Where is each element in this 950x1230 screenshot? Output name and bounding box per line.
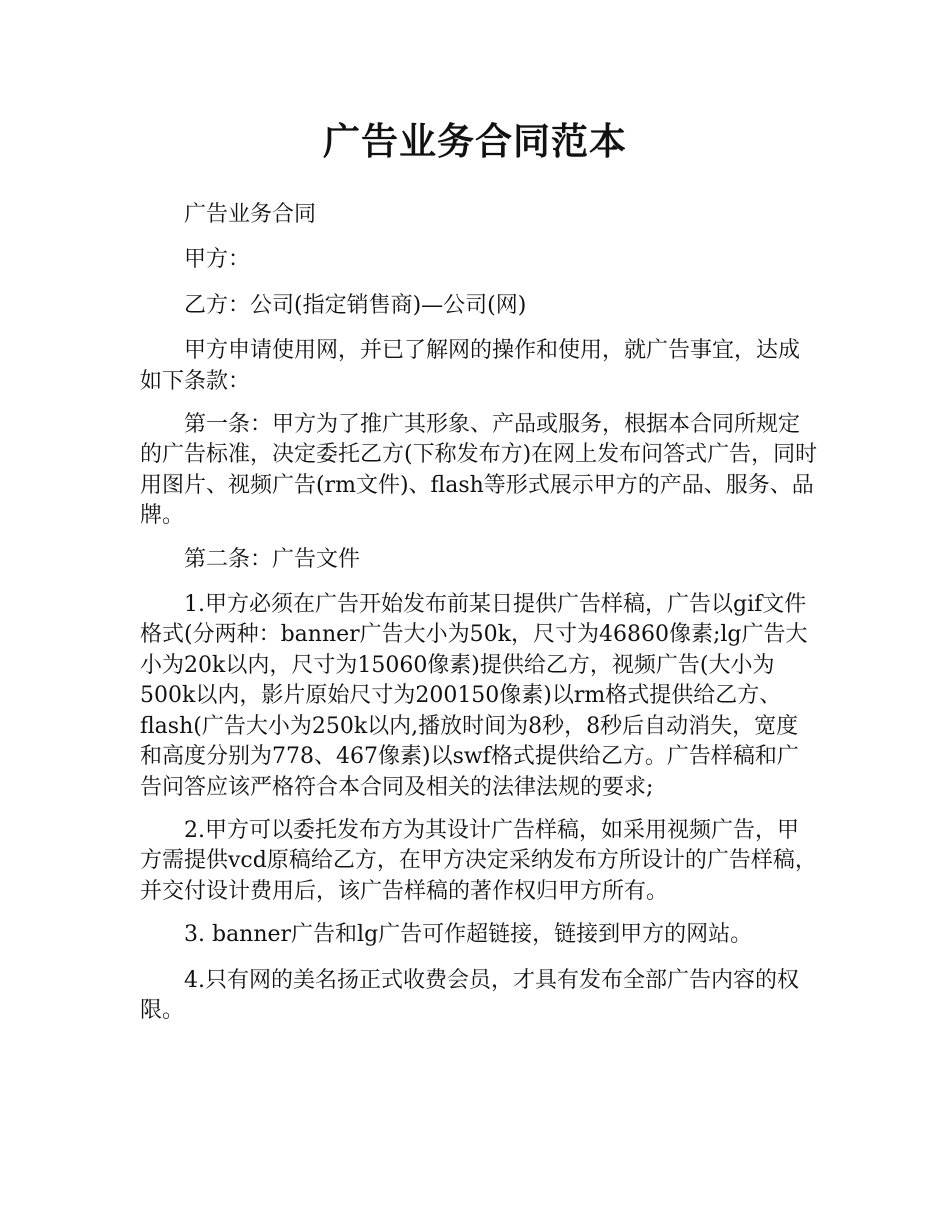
paragraph-item-4: 4.只有网的美名扬正式收费会员，才具有发布全部广告内容的权限。 (140, 967, 799, 1023)
paragraph-item-1: 1.甲方必须在广告开始发布前某日提供广告样稿，广告以gif文件格式(分两种：banner广告大小为50k，尺寸为46860像素;lg广告大小为20k以内，尺寸为15060像素)提供给乙方，视频广告(大小为500k以内，影片原始尺寸为200150像素)以rm格式提供给乙方、flash(广告大小为250k以内,播放时间为8秒，8秒后自动消失，宽度和高度分别为778、467像素)以swf格式提供给乙方。广告样稿和广告问答应该严格符合本合同及相关的法律法规的要求; (140, 592, 808, 800)
paragraph-item-2: 2.甲方可以委托发布方为其设计广告样稿，如采用视频广告，甲方需提供vcd原稿给乙方，在甲方决定采纳发布方所设计的广告样稿，并交付设计费用后，该广告样稿的著作权归甲方所有。 (140, 817, 817, 904)
document-title: 广告业务合同范本 (323, 120, 627, 163)
document-body (140, 200, 820, 1039)
paragraph-party-b: 乙方：公司(指定销售商)—公司(网) (184, 292, 527, 318)
paragraph-article-one: 第一条：甲方为了推广其形象、产品或服务，根据本合同所规定的广告标准，决定委托乙方(下称发布方)在网上发布问答式广告，同时用图片、视频广告(rm文件)、flash等形式展示甲方的产品、服务、品牌。 (140, 412, 818, 529)
paragraph-party-a: 甲方： (184, 247, 251, 273)
paragraph-article-two-heading: 第二条：广告文件 (184, 546, 361, 572)
paragraph-preamble: 甲方申请使用网，并已了解网的操作和使用，就广告事宜，达成如下条款： (140, 338, 801, 394)
paragraph-item-3: 3. banner广告和lg广告可作超链接，链接到甲方的网站。 (184, 922, 753, 948)
paragraph-contract-heading: 广告业务合同 (184, 202, 317, 227)
